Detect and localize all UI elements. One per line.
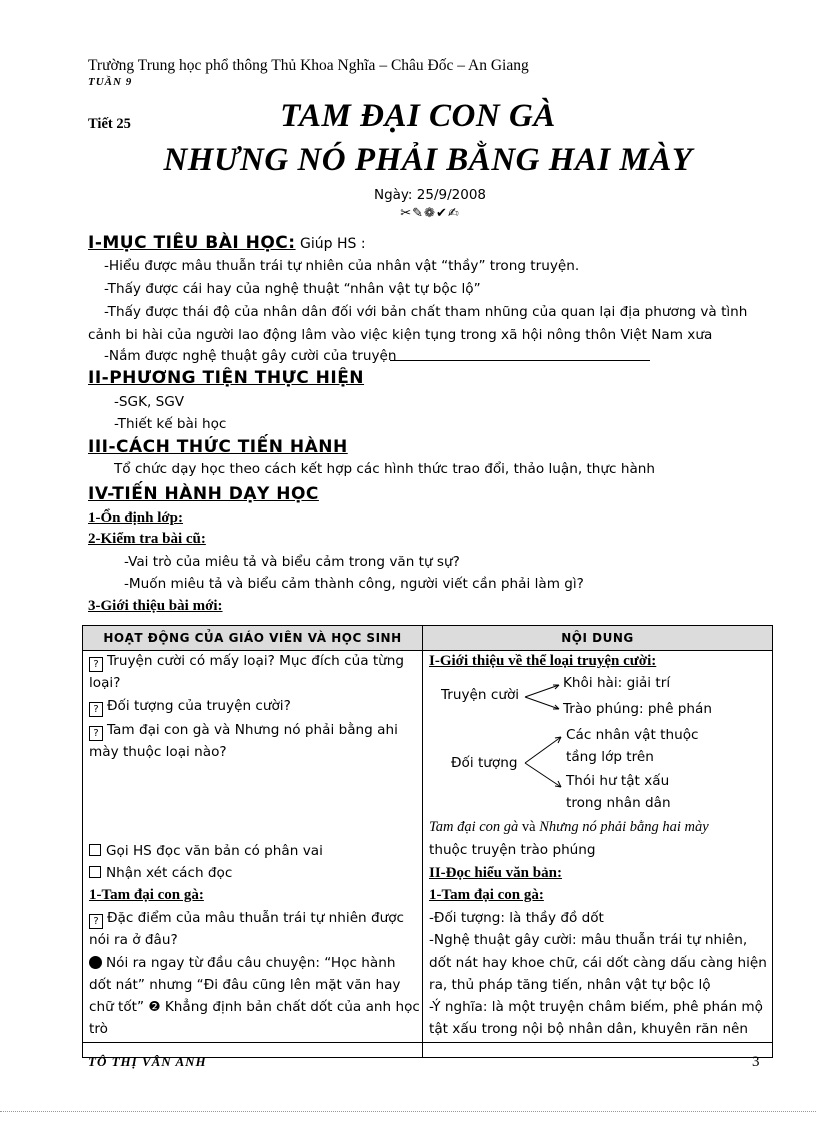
answer-d: trò <box>89 1021 108 1037</box>
checkbox-icon <box>89 866 101 878</box>
col-content-header: NỘI DUNG <box>423 626 773 651</box>
content-point-3a: -Ý nghĩa: là một truyện châm biếm, phê phán mộ <box>429 999 763 1015</box>
question-1a: Truyện cười có mấy loại? Mục đích của từng <box>107 653 405 669</box>
question-icon: ? <box>89 702 103 717</box>
step-2-title: 2-Kiểm tra bài cũ: <box>88 531 206 547</box>
objective-2: -Thấy được cái hay của nghệ thuật “nhân vật tự bộc lộ” <box>104 281 481 297</box>
note-title-1: Tam đại con gà <box>429 819 519 835</box>
review-question-2: -Muốn miêu tả và biểu cảm thành công, người viết cần phải làm gì? <box>124 576 584 592</box>
means-1: -SGK, SGV <box>114 394 185 410</box>
footer-author: TÔ THỊ VÂN ANH <box>88 1054 207 1069</box>
school-name: Trường Trung học phổ thông Thủ Khoa Nghĩa – Châu Đốc – An Giang <box>88 57 529 74</box>
review-question-1: -Vai trò của miêu tả và biểu cảm trong văn tự sự? <box>124 554 460 570</box>
question-icon: ? <box>89 657 103 672</box>
section-1-suffix: Giúp HS : <box>295 236 366 252</box>
tree2-arrows <box>523 733 569 793</box>
content-point-2c: ra, thủ pháp tăng tiến, nhân vật tự bộc lộ <box>429 977 711 993</box>
title-line-1: TAM ĐẠI CON GÀ <box>280 98 556 134</box>
title-line-2: NHƯNG NÓ PHẢI BẰNG HAI MÀY <box>163 142 693 178</box>
content-heading-3: 1-Tam đại con gà: <box>429 887 544 903</box>
section-1-heading <box>88 233 366 253</box>
activity-1: Gọi HS đọc văn bản có phân vai <box>106 843 323 859</box>
section-2-title: II-PHƯƠNG TIỆN THỰC HIỆN <box>88 368 365 388</box>
content-heading-2: II-Đọc hiểu văn bản: <box>429 865 562 881</box>
footer-rule <box>82 1042 772 1043</box>
question-2: Đối tượng của truyện cười? <box>107 698 291 714</box>
tree2-branch-a1: Các nhân vật thuộc <box>566 727 699 743</box>
note-genre: thuộc truyện trào phúng <box>429 842 596 858</box>
activity-cell <box>83 651 423 1058</box>
section-3-title: III-CÁCH THỨC TIẾN HÀNH <box>88 437 348 457</box>
page-number: 3 <box>752 1054 760 1070</box>
method-text: Tổ chức dạy học theo cách kết hợp các hình thức trao đổi, thảo luận, thực hành <box>114 461 656 477</box>
tree2-branch-b1: Thói hư tật xấu <box>566 773 670 789</box>
content-point-2a: -Nghệ thuật gây cười: mâu thuẫn trái tự nhiên, <box>429 932 748 948</box>
section-1-title: I-MỤC TIÊU BÀI HỌC: <box>88 233 296 253</box>
objective-4-blank-line <box>390 360 650 361</box>
tree2-branch-a2: tầng lớp trên <box>566 749 654 765</box>
question-icon: ? <box>89 914 103 929</box>
question-4a: Đặc điểm của mâu thuẫn trái tự nhiên được <box>107 910 405 926</box>
means-2: -Thiết kế bài học <box>114 416 227 432</box>
question-1b: loại? <box>89 675 121 691</box>
checkbox-icon <box>89 844 101 856</box>
answer-b: dốt nát” nhưng “Đi đâu cũng lên mặt văn hay <box>89 977 401 993</box>
answer-c: chữ tốt” <box>89 999 145 1015</box>
objective-1: -Hiểu được mâu thuẫn trái tự nhiên của nhân vật “thầy” trong truyện. <box>104 258 580 274</box>
content-point-3b: tật xấu trong nội bộ nhân dân, khuyên răn nên <box>429 1021 749 1037</box>
left-subheading-1: 1-Tam đại con gà: <box>89 887 204 903</box>
question-4b: nói ra ở đâu? <box>89 932 178 948</box>
content-point-2b: dốt nát hay khoe chữ, cái dốt càng dấu càng hiện <box>429 955 767 971</box>
week-label: TUẦN 9 <box>88 76 133 88</box>
question-icon: ? <box>89 726 103 741</box>
col-activity-header: HOẠT ĐỘNG CỦA GIÁO VIÊN VÀ HỌC SINH <box>83 626 423 651</box>
tree1-root: Truyện cười <box>441 687 520 703</box>
number-two-icon: ❷ <box>148 999 161 1015</box>
answer-bullet-icon <box>89 956 102 969</box>
tree2-branch-b2: trong nhân dân <box>566 795 671 811</box>
ornament-icon: ✂✎❁✔✍ <box>400 206 460 221</box>
section-4-title: IV-TIẾN HÀNH DẠY HỌC <box>88 484 319 504</box>
tree2-root: Đối tượng <box>451 755 518 771</box>
answer-c2: Khẳng định bản chất dốt của anh học <box>164 999 420 1015</box>
objective-3-cont: cảnh bi hài của người lao động lâm vào việc kiện tụng trong xã hội nông thôn Việt Nam xưa <box>88 327 713 343</box>
content-point-1: -Đối tượng: là thầy đồ dốt <box>429 910 604 926</box>
tree1-arrows <box>523 677 567 717</box>
period-label: Tiết 25 <box>88 116 131 132</box>
page-bottom-edge <box>0 1111 816 1112</box>
activity-2: Nhận xét cách đọc <box>106 865 233 881</box>
question-3b: mày thuộc loại nào? <box>89 744 227 760</box>
content-heading-1: I-Giới thiệu về thể loại truyện cười: <box>429 653 657 669</box>
note-title-2: Nhưng nó phải bằng hai mày <box>539 819 709 835</box>
tree1-branch-a: Khôi hài: giải trí <box>563 675 671 691</box>
step-1-title: 1-Ổn định lớp: <box>88 510 184 526</box>
question-3a: Tam đại con gà và Nhưng nó phải bằng ahi <box>107 722 398 738</box>
answer-a: Nói ra ngay từ đầu câu chuyện: “Học hành <box>106 955 396 971</box>
objective-3: -Thấy được thái độ của nhân dân đối với bản chất tham nhũng của quan lại địa phương và tình <box>104 304 748 320</box>
content-cell <box>423 651 773 1058</box>
note-and: và <box>518 819 540 835</box>
lesson-date: Ngày: 25/9/2008 <box>373 187 486 203</box>
lesson-table <box>82 625 773 1058</box>
objective-4: -Nắm được nghệ thuật gây cười của truyện <box>104 348 397 364</box>
step-3-title: 3-Giới thiệu bài mới: <box>88 598 223 614</box>
tree1-branch-b: Trào phúng: phê phán <box>563 701 712 717</box>
